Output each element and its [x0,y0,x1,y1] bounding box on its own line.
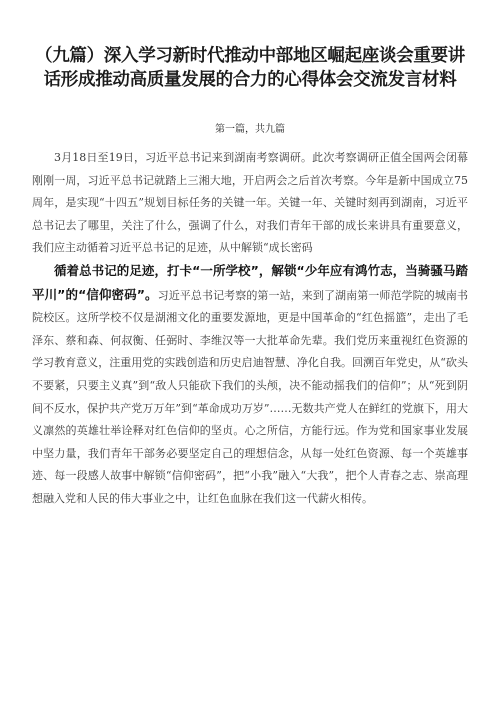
paragraph-2-lead: 循着总书记的足迹，打卡“一所学校”，解锁“少年应有鸿竹志，当骑骚马踏平川”的“信仰密码”。 [32,262,468,302]
body-paragraph-2 [32,260,468,511]
paragraph-2-body: 习近平总书记考察的第一站，来到了湖南第一师范学院的城南书院校区。这所学校不仅是湖湘文化的重要发源地，更是中国革命的“红色摇篮”，走出了毛泽东、蔡和森、何叔衡、任弼时、李维汉等一大批革命先辈。我们党历来重视红色资源的学习教育意义，注重用党的实践创造和历史启迪智慧、净化自我。回溯百年党史，从“砍头不要紧，只要主义真”到“敌人只能砍下我们的头颅，决不能动摇我们的信仰”；从“死到阴间不反水，保护共产党万万年”到“革命成功万岁”……无数共产党人在鲜红的党旗下，用大义凛然的英雄壮举诠释对红色信仰的坚贞。心之所信，方能行远。作为党和国家事业发展中坚力量，我们青年干部务必要坚定自己的理想信念，从每一处红色资源、每一个英雄事迹、每一段感人故事中解锁“信仰密码”，把“小我”融入“大我”，把个人青春之志、崇高理想融入党和人民的伟大事业之中，让红色血脉在我们这一代薪火相传。 [32,288,468,505]
section-heading: 第一篇，共九篇 [215,124,285,135]
document-title: （九篇）深入学习新时代推动中部地区崛起座谈会重要讲话形成推动高质量发展的合力的心得体会交流发言材料 [35,46,465,90]
body-paragraph-1: 3月18日至19日，习近平总书记来到湖南考察调研。此次考察调研正值全国两会闭幕刚刚一周，习近平总书记就踏上三湘大地，开启两会之后首次考察。今年是新中国成立75周年，是实现“十四五”规划目标任务的关键一年。关键一年、关键时刻再到湖南，习近平总书记去了哪里，关注了什么，强调了什么，对我们青年干部的成长来讲具有重要意义，我们应主动循着习近平总书记的足迹，从中解锁“成长密码 [32,151,468,255]
